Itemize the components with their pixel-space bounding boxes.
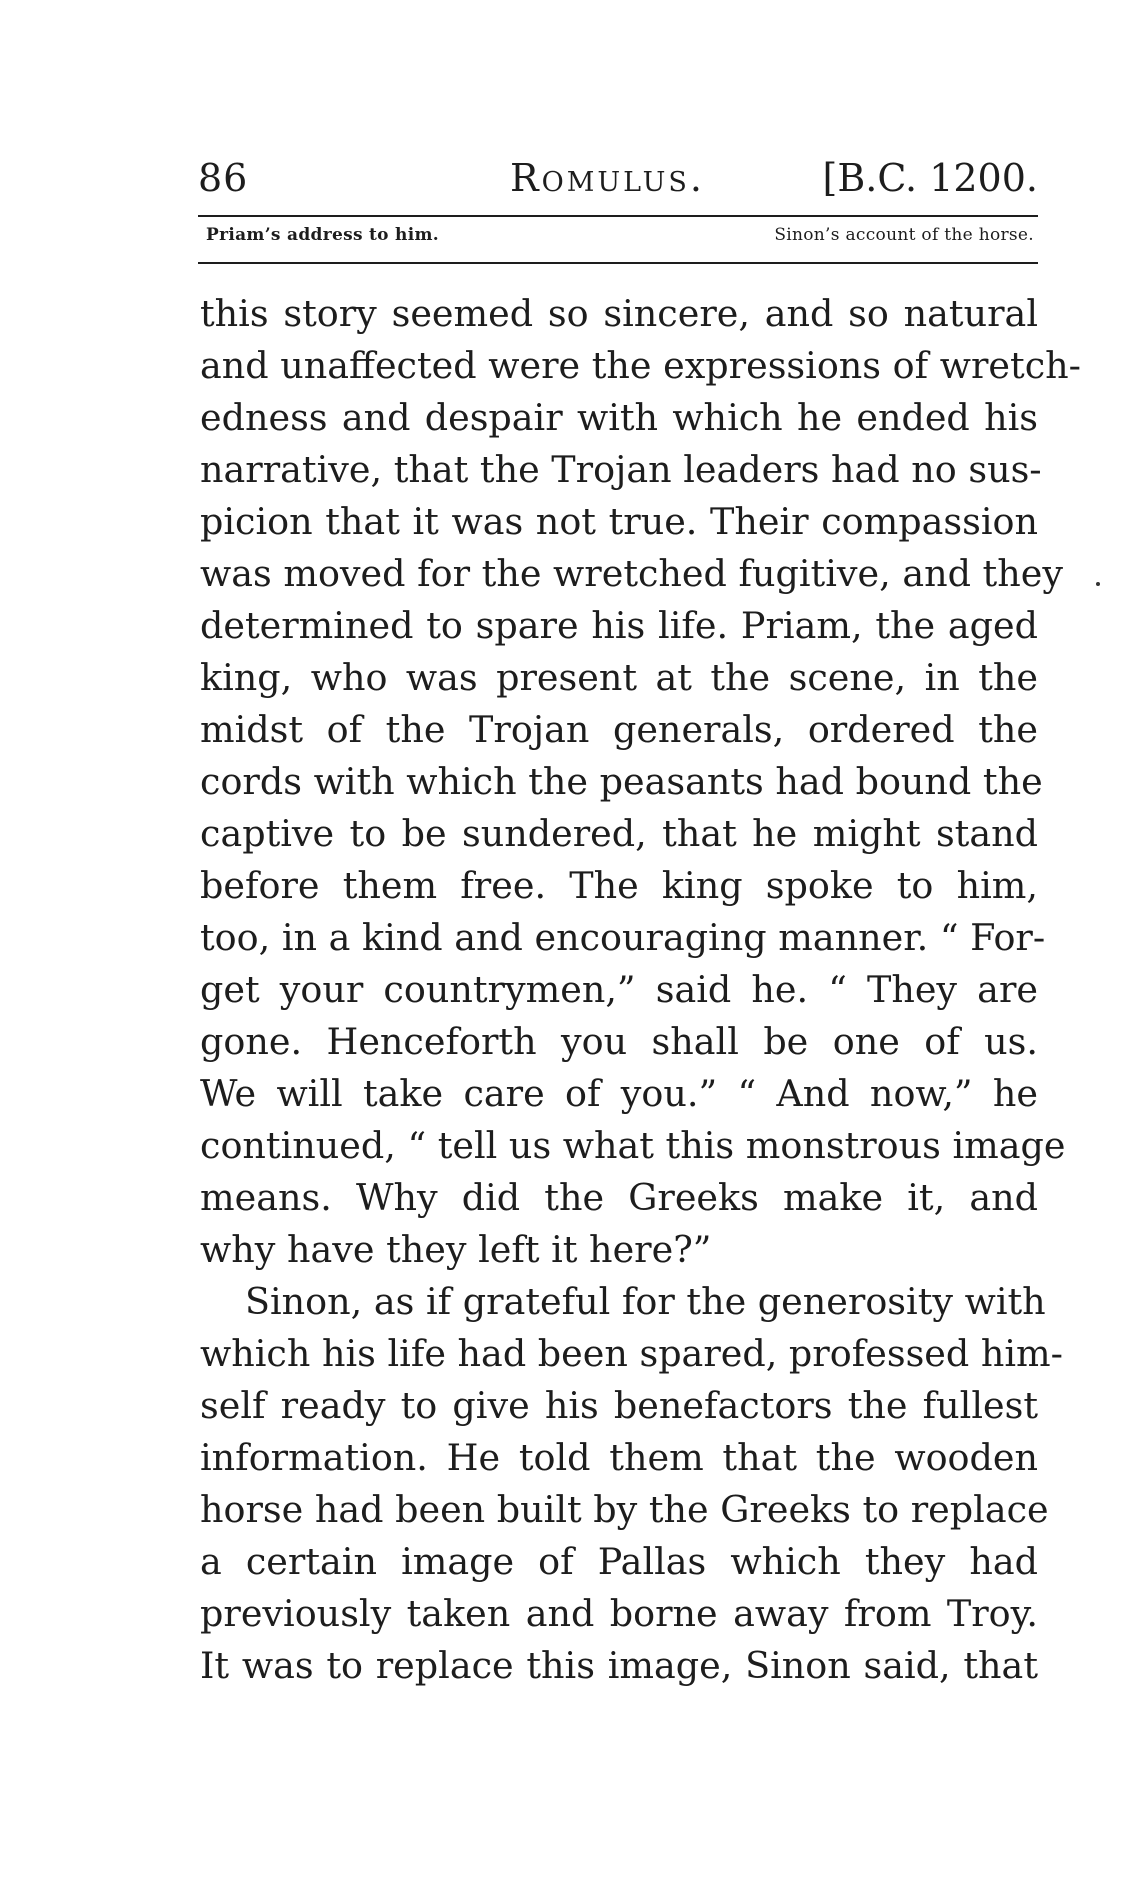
text-line: king, who was present at the scene, in the xyxy=(200,656,1038,699)
text-line: captive to be sundered, that he might stand xyxy=(200,812,1038,855)
text-line: information. He told them that the wooden xyxy=(200,1436,1038,1479)
text-line: too, in a kind and encouraging manner. “ For- xyxy=(200,916,1046,959)
text-line: this story seemed so sincere, and so natural xyxy=(200,292,1038,335)
text-line: picion that it was not true. Their compassion xyxy=(200,500,1038,543)
text-line: horse had been built by the Greeks to replace xyxy=(200,1488,1049,1531)
text-line: was moved for the wretched fugitive, and they xyxy=(200,552,1063,595)
page-header xyxy=(198,156,1038,216)
header-rule-bottom xyxy=(198,262,1038,264)
running-title: Romulus. xyxy=(510,156,705,200)
ink-speck xyxy=(1096,582,1100,586)
text-line: narrative, that the Trojan leaders had no sus- xyxy=(200,448,1042,491)
body-text xyxy=(200,288,1081,1692)
header-date: [B.C. 1200. xyxy=(822,156,1038,200)
header-rule-top xyxy=(198,215,1038,217)
side-note-right: Sinon’s account of the horse. xyxy=(774,225,1034,245)
text-line: get your countrymen,” said he. “ They are xyxy=(200,968,1038,1011)
page-number: 86 xyxy=(198,156,249,200)
text-line: before them free. The king spoke to him, xyxy=(200,864,1038,907)
text-line: previously taken and borne away from Troy. xyxy=(200,1592,1038,1635)
text-line: We will take care of you.” “ And now,” he xyxy=(200,1072,1038,1115)
text-line: a certain image of Pallas which they had xyxy=(200,1540,1038,1583)
side-note-left: Priam’s address to him. xyxy=(206,225,439,245)
text-line: continued, “ tell us what this monstrous image xyxy=(200,1124,1066,1167)
paragraph-start-line: Sinon, as if grateful for the generosity with xyxy=(245,1280,1046,1323)
text-line: means. Why did the Greeks make it, and xyxy=(200,1176,1038,1219)
text-line: cords with which the peasants had bound the xyxy=(200,760,1043,803)
text-line: edness and despair with which he ended his xyxy=(200,396,1038,439)
text-line: which his life had been spared, professed him- xyxy=(200,1332,1063,1375)
text-line: why have they left it here?” xyxy=(200,1228,712,1271)
text-line: gone. Henceforth you shall be one of us. xyxy=(200,1020,1038,1063)
side-notes xyxy=(206,225,1034,259)
text-line: and unaffected were the expressions of wretch- xyxy=(200,344,1081,387)
text-line: It was to replace this image, Sinon said, that xyxy=(200,1644,1038,1687)
text-line: determined to spare his life. Priam, the aged xyxy=(200,604,1038,647)
text-line: midst of the Trojan generals, ordered the xyxy=(200,708,1038,751)
text-line: self ready to give his benefactors the fullest xyxy=(200,1384,1038,1427)
